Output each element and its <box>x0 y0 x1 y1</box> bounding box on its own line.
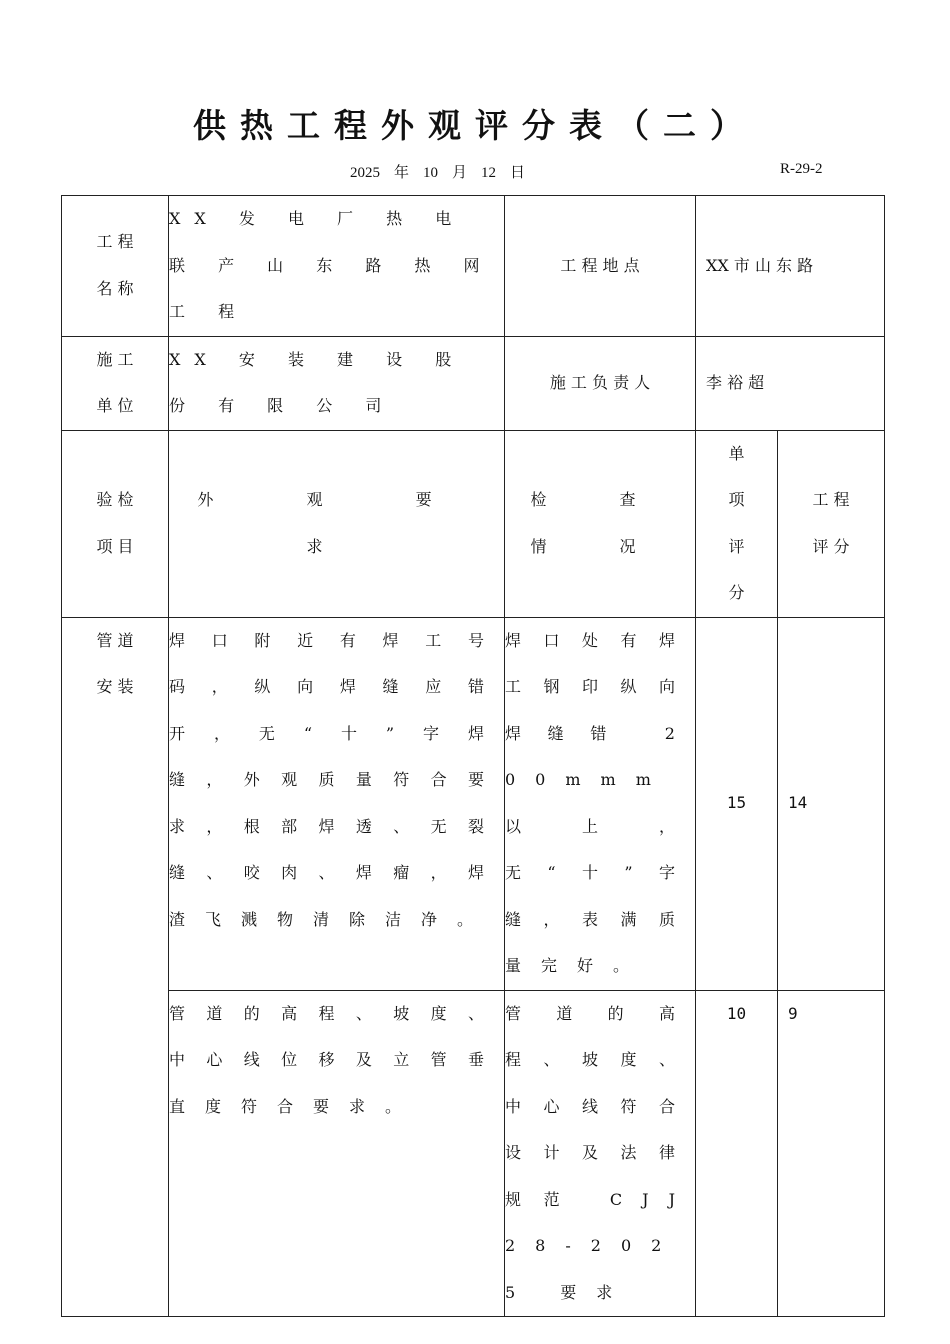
scoring-table <box>61 195 885 1317</box>
col-inspection-header: 检 查 情 况 <box>505 430 696 617</box>
row-builder <box>62 336 885 430</box>
section-label: 管 道 安 装 <box>62 617 169 1317</box>
project-score-cell: 14 <box>778 617 885 990</box>
builder-label: 施 工 单 位 <box>62 336 169 430</box>
project-site-label: 工 程 地 点 <box>505 196 696 337</box>
date-line <box>350 161 539 182</box>
date-day-label: 日 <box>510 165 526 181</box>
table-row <box>62 617 885 990</box>
form-number: R-29-2 <box>780 161 823 177</box>
project-name-value: XX 发 电 厂 热 电 联 产 山 东 路 热 网 工 程 <box>169 196 505 337</box>
col-requirement-header: 外 观 要 求 <box>169 430 505 617</box>
requirement-cell: 焊口附近有焊工号码，纵向焊缝应错开，无“十”字焊缝，外观质量符合要求，根部焊透、无裂缝、咬肉、焊瘤，焊渣飞溅物清除洁净。 <box>169 617 505 990</box>
manager-label: 施 工 负 责 人 <box>505 336 696 430</box>
page-title: 供热工程外观评分表（二） <box>193 106 757 145</box>
col-single-score-header: 单 项 评 分 <box>696 430 778 617</box>
inspection-cell: 管道的高程、坡度、中心线符合设计及法律规范 CJJ28-2025 要求 <box>505 990 696 1317</box>
date-day: 12 <box>481 165 497 181</box>
date-month-label: 月 <box>452 165 468 181</box>
builder-value: XX 安 装 建 设 股 份 有 限 公 司 <box>169 336 505 430</box>
project-score-cell: 9 <box>778 990 885 1317</box>
single-score-cell: 15 <box>696 617 778 990</box>
manager-value: 李 裕 超 <box>696 336 885 430</box>
single-score-cell: 10 <box>696 990 778 1317</box>
date-year: 2025 <box>350 165 380 181</box>
inspection-cell: 焊口处有焊工钢印纵向焊缝错 200mmm 以上，无“十”字缝，表满质量完好。 <box>505 617 696 990</box>
requirement-cell: 管道的高程、坡度、中心线位移及立管垂直度符合要求。 <box>169 990 505 1317</box>
date-month: 10 <box>423 165 439 181</box>
date-year-label: 年 <box>394 165 410 181</box>
col-project-score-header: 工 程 评 分 <box>778 430 885 617</box>
table-row <box>62 990 885 1317</box>
row-column-headers <box>62 430 885 617</box>
project-name-label: 工 程 名 称 <box>62 196 169 337</box>
project-site-value: XX 市 山 东 路 <box>696 196 885 337</box>
row-project-name <box>62 196 885 337</box>
col-item-header: 验 检 项 目 <box>62 430 169 617</box>
